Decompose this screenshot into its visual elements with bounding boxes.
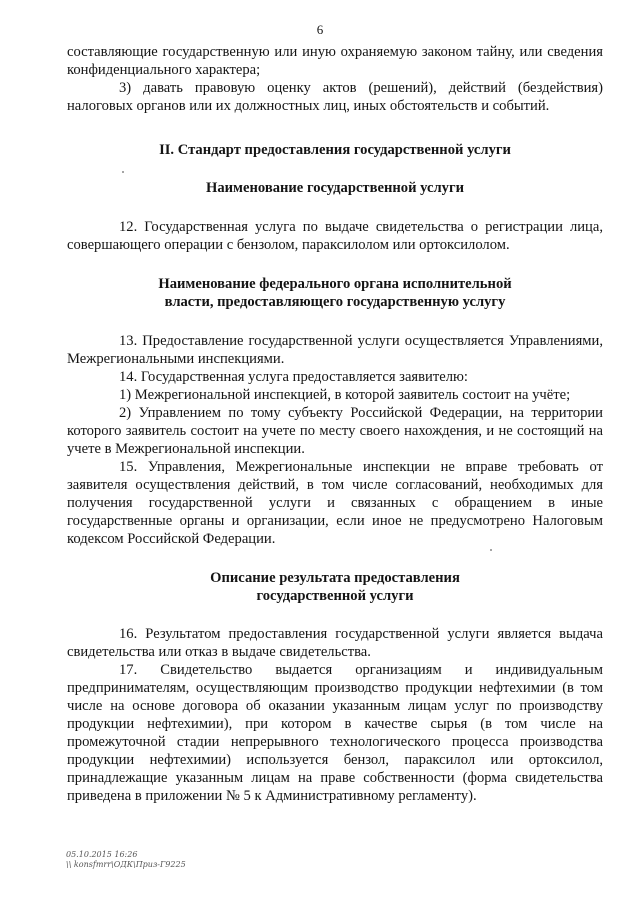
print-stamp	[66, 850, 186, 870]
print-timestamp: 05.10.2015 16:26	[66, 850, 138, 859]
heading-line: государственной услуги	[256, 588, 414, 604]
section-heading	[67, 179, 603, 197]
paragraph: составляющие государственную или иную охраняемую законом тайну, или сведения конфиденциального характера;	[67, 44, 603, 78]
scan-speck	[122, 171, 124, 173]
paragraph: 12. Государственная услуга по выдаче свидетельства о регистрации лица, совершающего операции с бензолом, параксилолом или ортоксилолом.	[67, 219, 603, 253]
paragraph: 16. Результатом предоставления государственной услуги является выдача свидетельства или отказ в выдаче свидетельства.	[67, 626, 603, 660]
section-heading	[67, 141, 603, 159]
paragraph: 15. Управления, Межрегиональные инспекции не вправе требовать от заявителя осуществления действий, в том числе согласований, необходимых для получения государственной услуги и связанных с обращением в иные государственные органы и организации, если иное не предусмотрено Налоговым кодексом Российской Федерации.	[67, 459, 603, 547]
document-body	[67, 43, 603, 805]
heading-line: власти, предоставляющего государственную услугу	[164, 294, 506, 310]
section-heading	[67, 569, 603, 605]
heading-line: Наименование федерального органа исполнительной	[158, 276, 512, 292]
paragraph: 2) Управлением по тому субъекту Российской Федерации, на территории которого заявитель состоит на учете по месту своего нахождения, и не состоящий на учете в Межрегиональной инспекции.	[67, 405, 603, 457]
heading-line: Описание результата предоставления	[210, 570, 460, 586]
paragraph: 17. Свидетельство выдается организациям и индивидуальным предпринимателям, осуществляющим производство продукции нефтехимии (в том числе на основе договора об оказании указанным лицам услуг по производству продукции нефтехимии), при котором в качестве сырья (в том числе на промежуточной стадии непрерывного технологического процесса производства продукции нефтехимии) используется бензол, параксилол или ортоксилол, принадлежащие указанным лицам на праве собственности (форма свидетельства приведена в приложении № 5 к Административному регламенту).	[67, 662, 603, 804]
paragraph: 1) Межрегиональной инспекцией, в которой заявитель состоит на учёте;	[119, 387, 571, 403]
heading-line: II. Стандарт предоставления государственной услуги	[159, 142, 511, 158]
paragraph: 13. Предоставление государственной услуги осуществляется Управлениями, Межрегиональными инспекциями.	[67, 333, 603, 367]
paragraph: 3) давать правовую оценку актов (решений), действий (бездействия) налоговых органов или их должностных лиц, иных обстоятельств и событий.	[67, 80, 603, 114]
scan-speck	[490, 549, 492, 551]
heading-line: Наименование государственной услуги	[206, 180, 464, 196]
page-number: 6	[316, 22, 324, 37]
file-path: \\ konsfmrr\ОДК\Приз-Г9225	[66, 860, 186, 869]
section-heading	[67, 275, 603, 311]
paragraph: 14. Государственная услуга предоставляется заявителю:	[119, 369, 468, 385]
